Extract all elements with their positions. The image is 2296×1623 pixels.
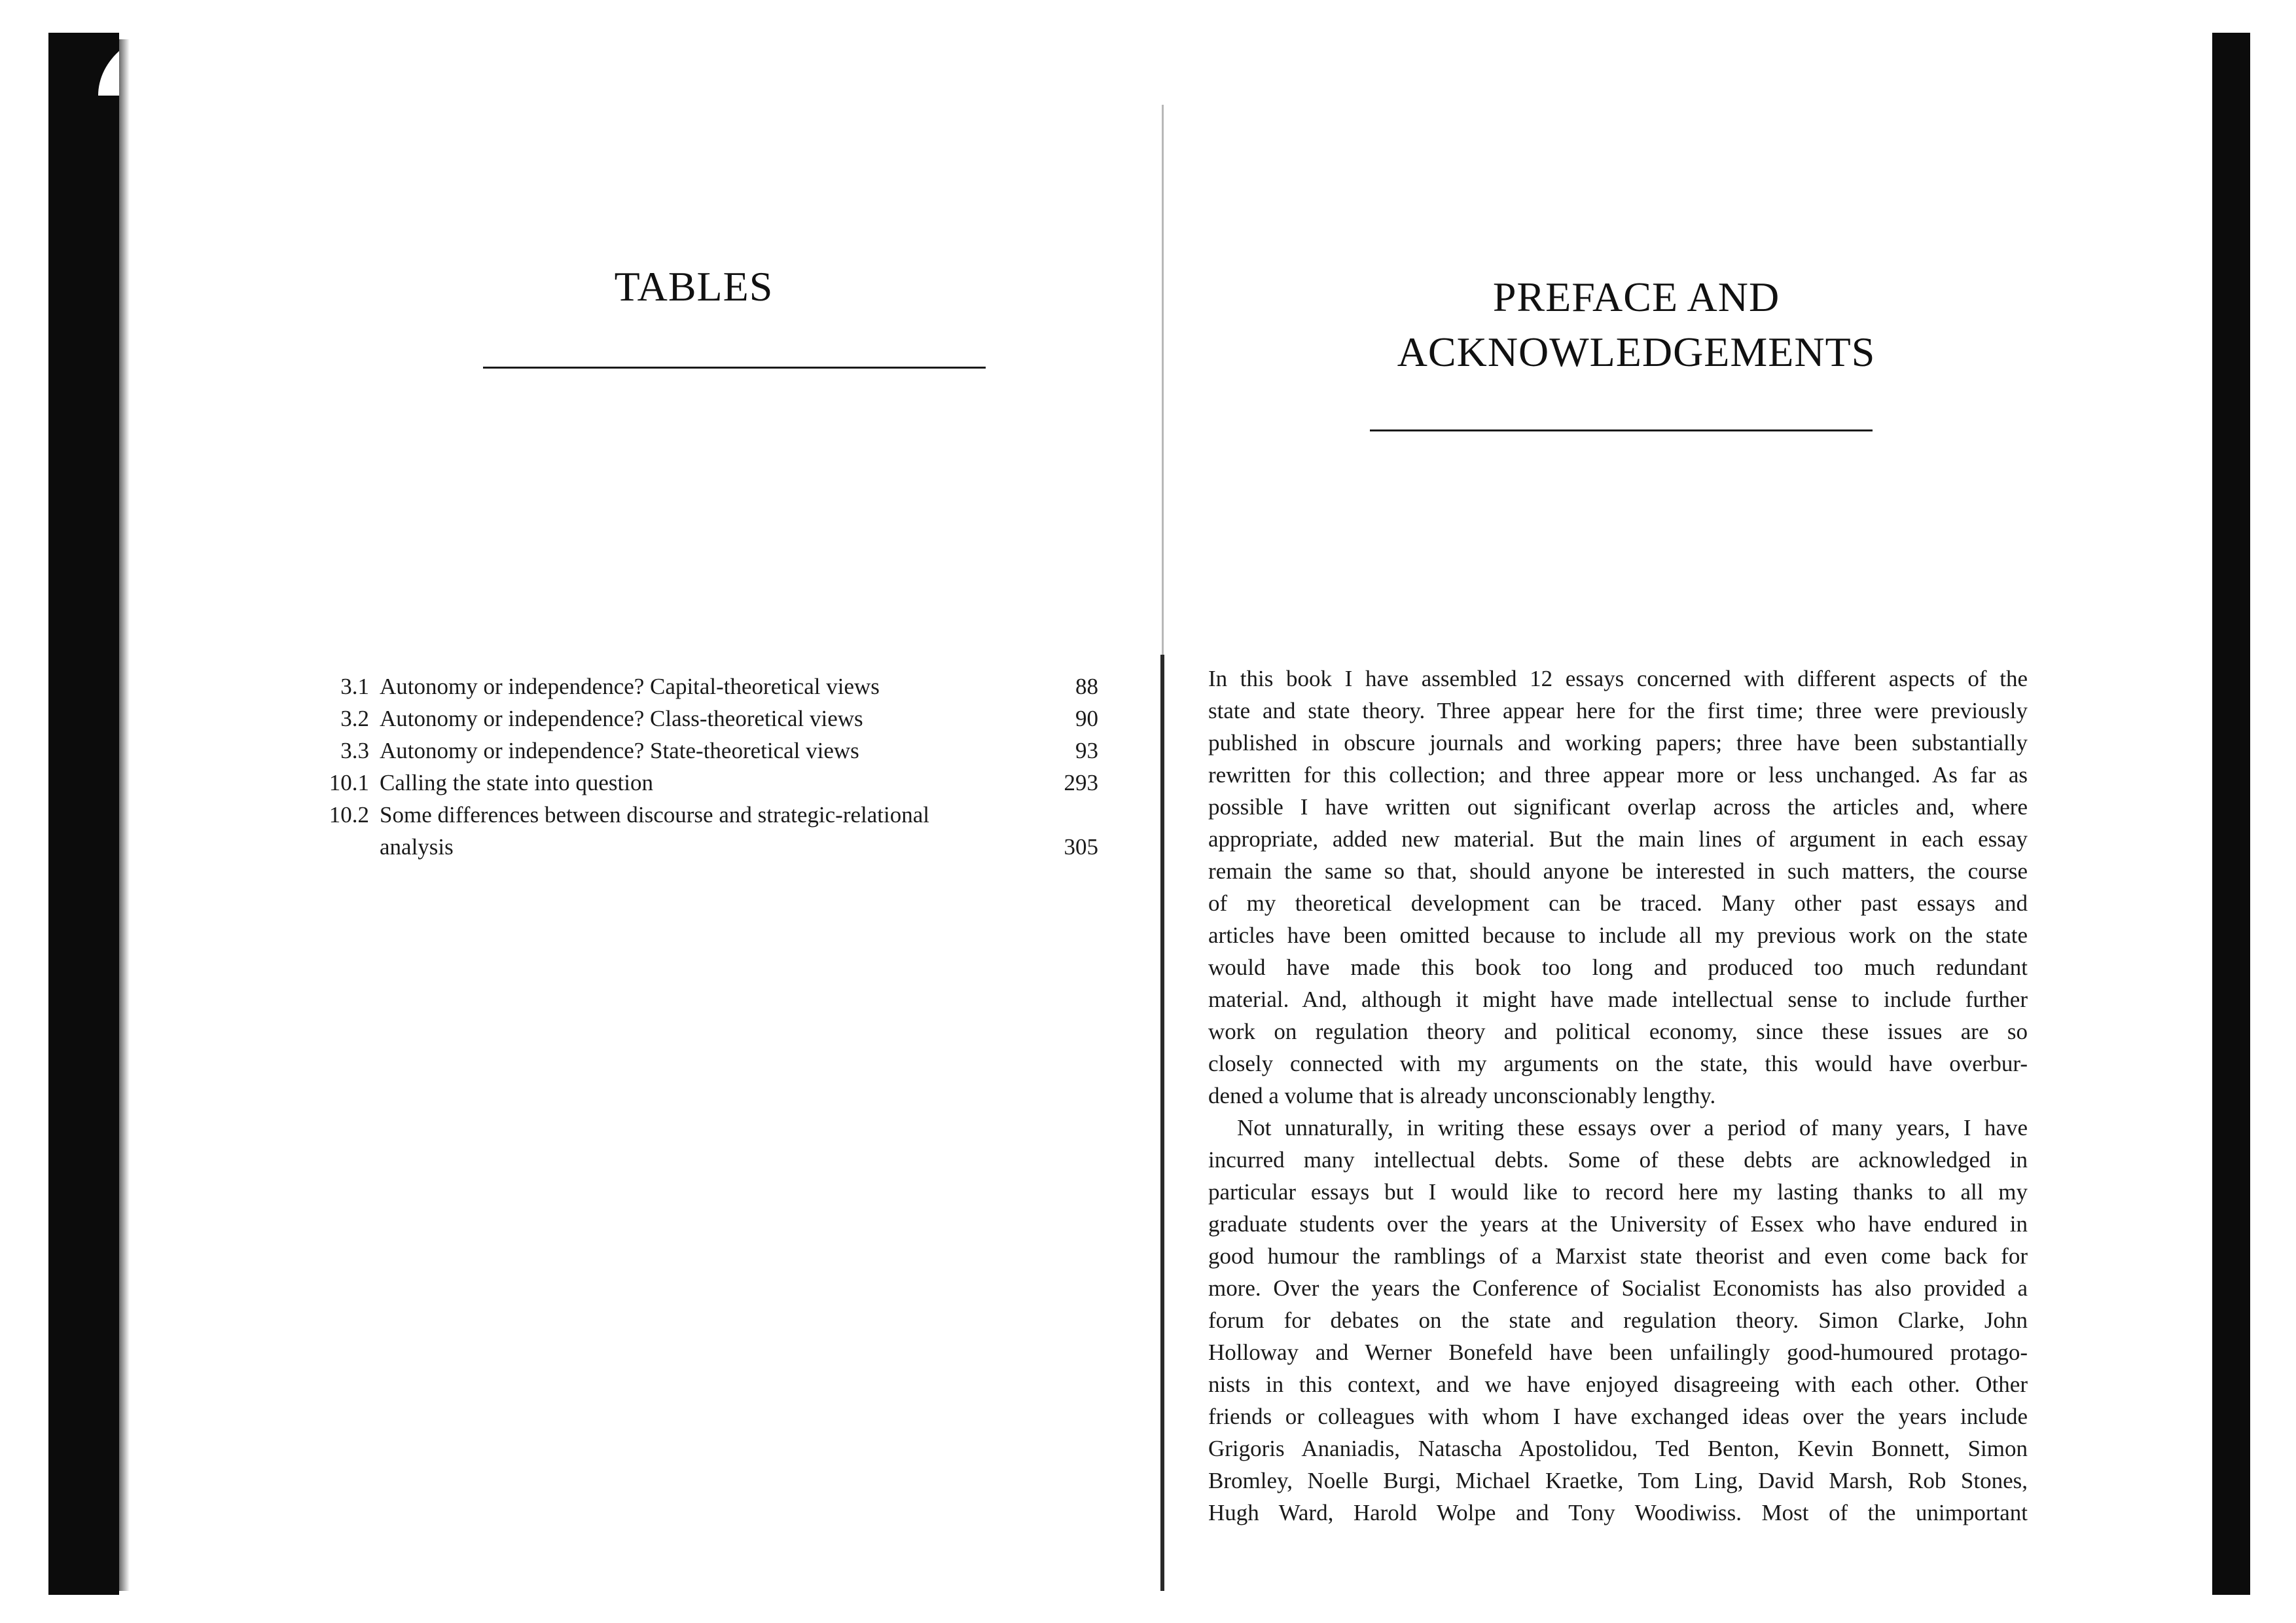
text-line: particular essays but I would like to record here my lasting thanks to all my bbox=[1208, 1179, 2028, 1205]
text-line: appropriate, added new material. But the main lines of argument in each essay bbox=[1208, 826, 2028, 852]
text-line: more. Over the years the Conference of Socialist Economists has also provided a bbox=[1208, 1275, 2028, 1301]
text-line: Holloway and Werner Bonefeld have been unfailingly good-humoured protago- bbox=[1208, 1340, 2028, 1365]
book-spine-shadow bbox=[1160, 655, 1164, 1591]
table-number: 3.3 bbox=[340, 738, 369, 763]
table-entry bbox=[288, 670, 1139, 702]
text-line: material. And, although it might have made intellectual sense to include further bbox=[1208, 987, 2028, 1012]
table-page: 90 bbox=[1075, 706, 1098, 731]
table-number: 10.2 bbox=[329, 802, 369, 828]
text-line: Bromley, Noelle Burgi, Michael Kraetke, Tom Ling, David Marsh, Rob Stones, bbox=[1208, 1468, 2028, 1493]
table-number: 10.1 bbox=[329, 770, 369, 795]
table-title: Calling the state into question bbox=[380, 770, 654, 795]
preface-title-line2: ACKNOWLEDGEMENTS bbox=[1397, 329, 1876, 375]
text-line: incurred many intellectual debts. Some of these debts are acknowledged in bbox=[1208, 1147, 2028, 1173]
text-line: published in obscure journals and working papers; three have been substantially bbox=[1208, 730, 2028, 756]
table-number: 3.1 bbox=[340, 674, 369, 699]
text-line: graduate students over the years at the University of Essex who have endured in bbox=[1208, 1211, 2028, 1237]
table-title-continued: analysis bbox=[380, 834, 454, 860]
preface-title-line1: PREFACE AND bbox=[1492, 274, 1780, 320]
preface-title bbox=[1296, 270, 1977, 380]
text-line: of my theoretical development can be traced. Many other past essays and bbox=[1208, 890, 2028, 916]
table-title: Autonomy or independence? Capital-theoretical views bbox=[380, 674, 880, 699]
text-line: dened a volume that is already unconscionably lengthy. bbox=[1208, 1083, 1716, 1108]
text-line: state and state theory. Three appear here for the first time; three were previously bbox=[1208, 698, 2028, 723]
table-entry bbox=[288, 799, 1139, 831]
text-line: remain the same so that, should anyone be interested in such matters, the course bbox=[1208, 858, 2028, 884]
text-line: closely connected with my arguments on the state, this would have overbur- bbox=[1208, 1051, 2028, 1076]
table-title: Autonomy or independence? State-theoretical views bbox=[380, 738, 859, 763]
preface-paragraph-1 bbox=[1208, 663, 2028, 1112]
text-line: forum for debates on the state and regulation theory. Simon Clarke, John bbox=[1208, 1307, 2028, 1333]
title-rule-right bbox=[1370, 429, 1873, 431]
table-page: 93 bbox=[1075, 738, 1098, 763]
preface-paragraph-2 bbox=[1208, 1112, 2028, 1529]
text-line: Hugh Ward, Harold Wolpe and Tony Woodiwiss. Most of the unimportant bbox=[1208, 1500, 2028, 1525]
text-line: nists in this context, and we have enjoyed disagreeing with each other. Other bbox=[1208, 1372, 2028, 1397]
text-line: Grigoris Ananiadis, Natascha Apostolidou, Ted Benton, Kevin Bonnett, Simon bbox=[1208, 1436, 2028, 1461]
tables-list bbox=[288, 670, 1139, 863]
table-entry bbox=[288, 702, 1139, 735]
text-line: Not unnaturally, in writing these essays over a period of many years, I have bbox=[1237, 1115, 2028, 1140]
title-rule-left bbox=[483, 367, 986, 369]
text-line: friends or colleagues with whom I have exchanged ideas over the years include bbox=[1208, 1404, 2028, 1429]
table-page: 305 bbox=[1064, 834, 1098, 860]
text-line: work on regulation theory and political economy, since these issues are so bbox=[1208, 1019, 2028, 1044]
scan-shadow-gradient bbox=[119, 39, 130, 1591]
text-line: would have made this book too long and produced too much redundant bbox=[1208, 955, 2028, 980]
text-line: In this book I have assembled 12 essays concerned with different aspects of the bbox=[1208, 666, 2028, 691]
table-title: Autonomy or independence? Class-theoretical views bbox=[380, 706, 863, 731]
table-page: 293 bbox=[1064, 770, 1098, 795]
table-entry bbox=[288, 735, 1139, 767]
table-entry bbox=[288, 767, 1139, 799]
table-number: 3.2 bbox=[340, 706, 369, 731]
preface-body bbox=[1208, 663, 2028, 1529]
tables-title: TABLES bbox=[614, 263, 774, 310]
table-page: 88 bbox=[1075, 674, 1098, 699]
text-line: good humour the ramblings of a Marxist state theorist and even come back for bbox=[1208, 1243, 2028, 1269]
scan-shadow-left bbox=[48, 33, 119, 1595]
table-title: Some differences between discourse and strategic-relational bbox=[380, 802, 929, 828]
table-entry-continued bbox=[288, 831, 1139, 863]
text-line: possible I have written out significant overlap across the articles and, where bbox=[1208, 794, 2028, 820]
scan-shadow-right bbox=[2212, 33, 2250, 1595]
text-line: rewritten for this collection; and three appear more or less unchanged. As far as bbox=[1208, 762, 2028, 788]
text-line: articles have been omitted because to include all my previous work on the state bbox=[1208, 922, 2028, 948]
